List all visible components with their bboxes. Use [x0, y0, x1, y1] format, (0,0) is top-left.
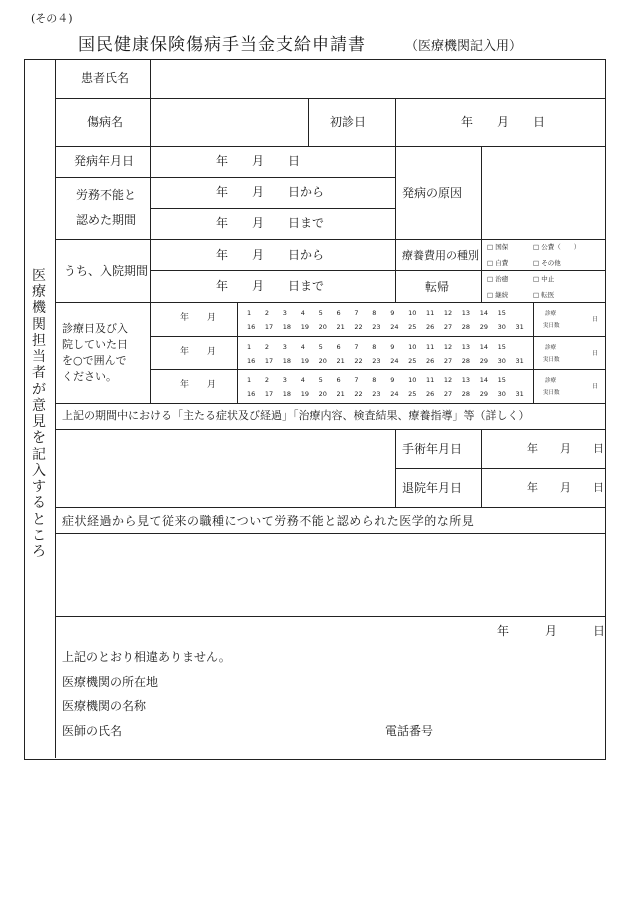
- visit-day[interactable]: 4: [300, 343, 305, 351]
- visit-count-label: 診療: [545, 378, 557, 384]
- visit-day[interactable]: 6: [336, 309, 341, 317]
- visit-days-label-4: ください。: [62, 370, 117, 383]
- visit-day[interactable]: 20: [318, 390, 327, 398]
- visit-day[interactable]: 15: [497, 376, 506, 384]
- visit-day[interactable]: 16: [247, 390, 256, 398]
- visit-day[interactable]: 21: [336, 323, 345, 331]
- visit-day[interactable]: 12: [443, 376, 453, 384]
- visit-day[interactable]: 13: [461, 376, 471, 384]
- visit-day[interactable]: 18: [282, 390, 292, 398]
- visit-day[interactable]: 8: [372, 309, 377, 317]
- visit-day[interactable]: 19: [300, 323, 309, 331]
- visit-day[interactable]: 31: [515, 390, 524, 398]
- hospital-label: うち、入院期間: [64, 264, 149, 278]
- visit-day[interactable]: 5: [318, 376, 323, 384]
- outcome-option-transferred[interactable]: □ 転医: [533, 291, 555, 299]
- surgery-date-label: 手術年月日: [402, 442, 463, 456]
- visit-day[interactable]: 4: [300, 309, 305, 317]
- visit-day[interactable]: 10: [408, 376, 417, 384]
- visit-day[interactable]: 27: [443, 357, 453, 365]
- visit-day[interactable]: 16: [247, 323, 256, 331]
- outcome-option-continued[interactable]: □ 継続: [487, 291, 509, 299]
- first-visit-label: 初診日: [330, 115, 367, 129]
- visit-day[interactable]: 27: [443, 390, 453, 398]
- phone-label: 電話番号: [385, 724, 434, 738]
- cost-option-kokuho[interactable]: □ 国保: [487, 243, 509, 251]
- cause-field[interactable]: [483, 148, 603, 237]
- visit-count-label: 実日数: [543, 323, 560, 329]
- certification-statement: 上記のとおり相違ありません。: [62, 650, 231, 664]
- visit-count-unit[interactable]: 日: [592, 350, 599, 357]
- disease-name-field[interactable]: [152, 100, 306, 145]
- opinion-field[interactable]: [57, 535, 603, 614]
- visit-day[interactable]: 5: [318, 343, 323, 351]
- doctor-name-label: 医師の氏名: [62, 724, 123, 738]
- visit-day[interactable]: 12: [443, 309, 453, 317]
- visit-day[interactable]: 29: [479, 390, 488, 398]
- visit-day[interactable]: 26: [426, 357, 435, 365]
- visit-day[interactable]: 14: [479, 343, 488, 351]
- visit-day[interactable]: 2: [264, 309, 270, 317]
- visit-day[interactable]: 21: [336, 357, 345, 365]
- visit-day[interactable]: 12: [443, 343, 453, 351]
- visit-day[interactable]: 19: [300, 390, 309, 398]
- visit-day[interactable]: 25: [408, 390, 417, 398]
- visit-day[interactable]: 15: [497, 343, 506, 351]
- visit-day[interactable]: 23: [372, 357, 381, 365]
- visit-day[interactable]: 7: [354, 343, 359, 351]
- incapacity-from[interactable]: 年 月 日から: [216, 185, 325, 199]
- visit-day[interactable]: 13: [461, 343, 471, 351]
- visit-day[interactable]: 19: [300, 357, 309, 365]
- hospital-to[interactable]: 年 月 日まで: [216, 279, 325, 293]
- visit-day[interactable]: 24: [390, 357, 399, 365]
- visit-day[interactable]: 8: [372, 343, 377, 351]
- visit-day[interactable]: 27: [443, 323, 453, 331]
- visit-day[interactable]: 9: [390, 309, 395, 317]
- hospital-address-label: 医療機関の所在地: [62, 675, 159, 689]
- visit-day[interactable]: 6: [336, 376, 341, 384]
- visit-day[interactable]: 31: [515, 323, 524, 331]
- visit-day[interactable]: 31: [515, 357, 524, 365]
- visit-day[interactable]: 21: [336, 390, 345, 398]
- cause-label: 発病の原因: [402, 186, 463, 200]
- visit-day[interactable]: 26: [426, 390, 435, 398]
- visit-day[interactable]: 3: [282, 309, 287, 317]
- visit-day[interactable]: 26: [426, 323, 435, 331]
- patient-name-label: 患者氏名: [81, 71, 130, 85]
- visit-day[interactable]: 7: [354, 309, 359, 317]
- visit-day[interactable]: 15: [497, 309, 506, 317]
- incapacity-label-1: 労務不能と: [76, 188, 137, 202]
- visit-day[interactable]: 1: [247, 343, 252, 351]
- visit-day[interactable]: 4: [300, 376, 305, 384]
- visit-day[interactable]: 7: [354, 376, 359, 384]
- side-divider: [55, 60, 56, 758]
- symptoms-field[interactable]: [57, 431, 393, 505]
- visit-day[interactable]: 9: [390, 376, 395, 384]
- onset-date-value[interactable]: 年 月 日: [216, 154, 301, 168]
- form-title: 国民健康保険傷病手当金支給申請書: [78, 35, 366, 55]
- visit-day[interactable]: 17: [264, 357, 274, 365]
- visit-day[interactable]: 28: [461, 390, 471, 398]
- visit-day[interactable]: 9: [390, 343, 395, 351]
- visit-day[interactable]: 11: [426, 376, 435, 384]
- visit-days-label-3: を○で囲んで: [62, 354, 127, 367]
- incapacity-label-2: 認めた期間: [76, 213, 137, 227]
- opinion-label: 症状経過から見て従来の職種について労務不能と認められた医学的な所見: [62, 514, 475, 528]
- surgery-date-value[interactable]: 年 月 日: [527, 442, 604, 455]
- visit-day[interactable]: 23: [372, 323, 381, 331]
- visit-day[interactable]: 2: [264, 343, 270, 351]
- visit-day[interactable]: 3: [282, 343, 287, 351]
- visit-day[interactable]: 28: [461, 323, 471, 331]
- visit-day[interactable]: 10: [408, 343, 417, 351]
- outcome-label: 転帰: [425, 280, 450, 294]
- visit-day[interactable]: 25: [408, 357, 417, 365]
- visit-month-label[interactable]: 年 月: [180, 313, 217, 323]
- outcome-option-cured[interactable]: □ 治癒: [487, 275, 509, 283]
- visit-day[interactable]: 17: [264, 390, 274, 398]
- cost-option-kohi[interactable]: □ 公費（ ）: [533, 243, 581, 251]
- visit-count-unit[interactable]: 日: [592, 316, 599, 323]
- visit-day[interactable]: 16: [247, 357, 256, 365]
- first-visit-date[interactable]: 年 月 日: [461, 115, 546, 129]
- visit-day[interactable]: 3: [282, 376, 287, 384]
- symptoms-label: 上記の期間中における「主たる症状及び経過」「治療内容、検査結果、療養指導」等（詳しく）: [62, 409, 530, 422]
- incapacity-to[interactable]: 年 月 日まで: [216, 216, 325, 230]
- visit-count-label: 実日数: [543, 390, 560, 396]
- visit-count-label: 実日数: [543, 357, 560, 363]
- visit-day[interactable]: 20: [318, 357, 327, 365]
- visit-day[interactable]: 18: [282, 357, 292, 365]
- visit-day[interactable]: 10: [408, 309, 417, 317]
- discharge-date-label: 退院年月日: [402, 481, 463, 495]
- visit-day[interactable]: 30: [497, 357, 506, 365]
- visit-month-label[interactable]: 年 月: [180, 380, 217, 390]
- visit-day[interactable]: 11: [426, 343, 435, 351]
- visit-day[interactable]: 24: [390, 323, 399, 331]
- visit-day[interactable]: 25: [408, 323, 417, 331]
- visit-day[interactable]: 13: [461, 309, 471, 317]
- visit-day[interactable]: 5: [318, 309, 323, 317]
- disease-name-label: 傷病名: [87, 115, 124, 129]
- onset-date-label: 発病年月日: [74, 154, 135, 168]
- visit-days-label-1: 診療日及び入: [62, 322, 128, 335]
- visit-day[interactable]: 22: [354, 390, 363, 398]
- visit-day[interactable]: 18: [282, 323, 292, 331]
- visit-day[interactable]: 29: [479, 323, 488, 331]
- visit-count-label: 診療: [545, 311, 557, 317]
- cost-type-label: 療養費用の種別: [402, 249, 479, 262]
- cost-option-other[interactable]: □ その他: [533, 259, 561, 267]
- visit-count-unit[interactable]: 日: [592, 383, 599, 390]
- visit-day[interactable]: 28: [461, 357, 471, 365]
- visit-count-label: 診療: [545, 345, 557, 351]
- outcome-option-stopped[interactable]: □ 中止: [533, 275, 555, 283]
- visit-day[interactable]: 6: [336, 343, 341, 351]
- hospital-from[interactable]: 年 月 日から: [216, 248, 325, 262]
- cost-option-jihi[interactable]: □ 自費: [487, 259, 509, 267]
- visit-day[interactable]: 30: [497, 323, 506, 331]
- certification-date[interactable]: 年 月 日: [497, 624, 606, 638]
- visit-day[interactable]: 24: [390, 390, 399, 398]
- visit-month-label[interactable]: 年 月: [180, 347, 217, 357]
- visit-day[interactable]: 2: [264, 376, 270, 384]
- form-subtitle: （医療機関記入用）: [405, 39, 523, 54]
- visit-day[interactable]: 17: [264, 323, 274, 331]
- visit-day[interactable]: 22: [354, 323, 363, 331]
- visit-days-label-2: 院していた日: [62, 338, 128, 351]
- form-number: (その４): [31, 12, 73, 25]
- discharge-date-value[interactable]: 年 月 日: [527, 481, 604, 494]
- visit-day[interactable]: 23: [372, 390, 381, 398]
- visit-day[interactable]: 20: [318, 323, 327, 331]
- hospital-name-label: 医療機関の名称: [62, 699, 147, 713]
- patient-name-field[interactable]: [152, 61, 602, 97]
- visit-day[interactable]: 30: [497, 390, 506, 398]
- visit-day[interactable]: 8: [372, 376, 377, 384]
- side-label: 医 療 機 関 担 当 者 が 意 見 を 記 入 す る と こ ろ: [32, 268, 46, 560]
- visit-day[interactable]: 14: [479, 376, 488, 384]
- visit-day[interactable]: 22: [354, 357, 363, 365]
- visit-day[interactable]: 1: [247, 376, 252, 384]
- visit-day[interactable]: 11: [426, 309, 435, 317]
- visit-day[interactable]: 14: [479, 309, 488, 317]
- visit-day[interactable]: 1: [247, 309, 252, 317]
- visit-day[interactable]: 29: [479, 357, 488, 365]
